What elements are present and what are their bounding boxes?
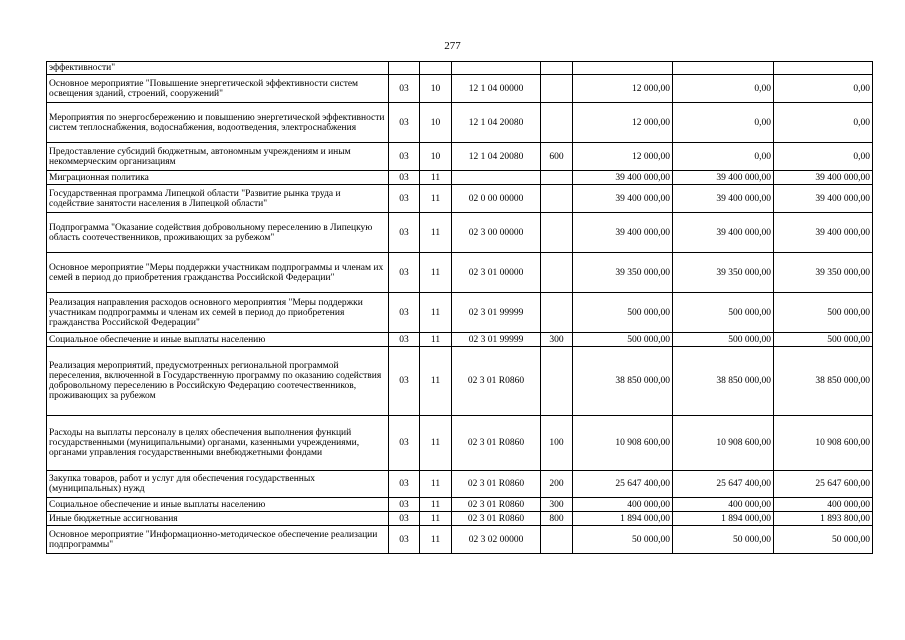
section-code: 03	[389, 143, 420, 171]
target-article: 02 0 00 00000	[452, 185, 541, 213]
subsection-code: 10	[420, 143, 452, 171]
section-code: 03	[389, 103, 420, 143]
expense-type	[541, 213, 573, 253]
row-name: Государственная программа Липецкой области "Развитие рынка труда и содействие занятости населения в Липецкой области"	[47, 185, 389, 213]
amount-year-1: 1 894 000,00	[573, 512, 673, 526]
expense-type	[541, 347, 573, 416]
amount-year-2: 400 000,00	[673, 498, 774, 512]
page-number: 277	[444, 40, 461, 52]
amount-year-1: 39 400 000,00	[573, 185, 673, 213]
table-row	[47, 75, 873, 103]
section-code: 03	[389, 75, 420, 103]
target-article: 02 3 02 00000	[452, 526, 541, 554]
budget-table-body	[47, 62, 873, 554]
row-name: эффективности"	[47, 62, 389, 75]
row-name: Закупка товаров, работ и услуг для обеспечения государственных (муниципальных) нужд	[47, 471, 389, 498]
amount-year-3: 39 400 000,00	[774, 213, 873, 253]
amount-year-2: 39 400 000,00	[673, 171, 774, 185]
budget-table	[46, 61, 873, 554]
table-row	[47, 293, 873, 333]
subsection-code: 11	[420, 471, 452, 498]
subsection-code: 10	[420, 75, 452, 103]
target-article: 02 3 01 R0860	[452, 416, 541, 471]
amount-year-2: 10 908 600,00	[673, 416, 774, 471]
amount-year-2: 39 400 000,00	[673, 213, 774, 253]
amount-year-2: 50 000,00	[673, 526, 774, 554]
expense-type	[541, 526, 573, 554]
expense-type	[541, 253, 573, 293]
section-code: 03	[389, 333, 420, 347]
table-row	[47, 526, 873, 554]
row-name: Мероприятия по энергосбережению и повышению энергетической эффективности систем теплоснабжения, водоснабжения, водоотведения, электроснабжения	[47, 103, 389, 143]
amount-year-1: 400 000,00	[573, 498, 673, 512]
amount-year-3: 10 908 600,00	[774, 416, 873, 471]
amount-year-2: 25 647 400,00	[673, 471, 774, 498]
amount-year-1: 25 647 400,00	[573, 471, 673, 498]
row-name: Подпрограмма "Оказание содействия добровольному переселению в Липецкую область соотечественников, проживающих за рубежом"	[47, 213, 389, 253]
row-name: Социальное обеспечение и иные выплаты населению	[47, 498, 389, 512]
amount-year-1: 12 000,00	[573, 75, 673, 103]
table-row	[47, 498, 873, 512]
expense-type	[541, 75, 573, 103]
subsection-code: 11	[420, 416, 452, 471]
table-row	[47, 213, 873, 253]
amount-year-3: 39 400 000,00	[774, 171, 873, 185]
expense-type: 300	[541, 333, 573, 347]
table-row	[47, 103, 873, 143]
table-row	[47, 253, 873, 293]
subsection-code: 11	[420, 512, 452, 526]
amount-year-3	[774, 62, 873, 75]
subsection-code: 11	[420, 293, 452, 333]
amount-year-3: 500 000,00	[774, 293, 873, 333]
table-row	[47, 185, 873, 213]
row-name: Миграционная политика	[47, 171, 389, 185]
row-name: Реализация направления расходов основного мероприятия "Меры поддержки участникам подпрограммы и членам их семей в период до приобретения гражданства Российской Федерации"	[47, 293, 389, 333]
row-name: Социальное обеспечение и иные выплаты населению	[47, 333, 389, 347]
section-code: 03	[389, 471, 420, 498]
amount-year-3: 1 893 800,00	[774, 512, 873, 526]
subsection-code: 11	[420, 498, 452, 512]
amount-year-3: 0,00	[774, 143, 873, 171]
subsection-code: 11	[420, 347, 452, 416]
subsection-code	[420, 62, 452, 75]
amount-year-2: 0,00	[673, 103, 774, 143]
amount-year-3: 0,00	[774, 103, 873, 143]
amount-year-3: 39 350 000,00	[774, 253, 873, 293]
section-code: 03	[389, 293, 420, 333]
target-article: 02 3 00 00000	[452, 213, 541, 253]
table-row	[47, 62, 873, 75]
expense-type	[541, 293, 573, 333]
row-name: Реализация мероприятий, предусмотренных региональной программой переселения, включенной в Государственную программу по оказанию содействия добровольному переселению в Российскую Федерацию соотечественников, проживающих за рубежом	[47, 347, 389, 416]
amount-year-1	[573, 62, 673, 75]
table-row	[47, 347, 873, 416]
amount-year-1: 50 000,00	[573, 526, 673, 554]
amount-year-1: 39 350 000,00	[573, 253, 673, 293]
amount-year-1: 39 400 000,00	[573, 171, 673, 185]
amount-year-2: 39 400 000,00	[673, 185, 774, 213]
amount-year-1: 500 000,00	[573, 333, 673, 347]
section-code: 03	[389, 347, 420, 416]
row-name: Основное мероприятие "Повышение энергетической эффективности систем освещения зданий, строений, сооружений"	[47, 75, 389, 103]
target-article: 02 3 01 00000	[452, 253, 541, 293]
amount-year-2: 1 894 000,00	[673, 512, 774, 526]
table-row	[47, 171, 873, 185]
amount-year-2	[673, 62, 774, 75]
amount-year-2: 38 850 000,00	[673, 347, 774, 416]
amount-year-1: 38 850 000,00	[573, 347, 673, 416]
table-row	[47, 471, 873, 498]
subsection-code: 11	[420, 171, 452, 185]
section-code: 03	[389, 512, 420, 526]
expense-type: 100	[541, 416, 573, 471]
row-name: Основное мероприятие "Меры поддержки участникам подпрограммы и членам их семей в период до приобретения гражданства Российской Федерации"	[47, 253, 389, 293]
amount-year-3: 400 000,00	[774, 498, 873, 512]
expense-type	[541, 103, 573, 143]
target-article	[452, 171, 541, 185]
expense-type: 200	[541, 471, 573, 498]
table-row	[47, 143, 873, 171]
amount-year-1: 500 000,00	[573, 293, 673, 333]
expense-type	[541, 62, 573, 75]
expense-type	[541, 171, 573, 185]
target-article: 02 3 01 R0860	[452, 347, 541, 416]
section-code: 03	[389, 185, 420, 213]
amount-year-3: 39 400 000,00	[774, 185, 873, 213]
section-code: 03	[389, 213, 420, 253]
amount-year-2: 0,00	[673, 143, 774, 171]
expense-type	[541, 185, 573, 213]
target-article: 02 3 01 R0860	[452, 512, 541, 526]
amount-year-1: 39 400 000,00	[573, 213, 673, 253]
amount-year-1: 10 908 600,00	[573, 416, 673, 471]
amount-year-3: 25 647 600,00	[774, 471, 873, 498]
table-row	[47, 512, 873, 526]
target-article	[452, 62, 541, 75]
section-code	[389, 62, 420, 75]
expense-type: 800	[541, 512, 573, 526]
amount-year-1: 12 000,00	[573, 143, 673, 171]
expense-type: 300	[541, 498, 573, 512]
target-article: 02 3 01 99999	[452, 293, 541, 333]
expense-type: 600	[541, 143, 573, 171]
subsection-code: 11	[420, 253, 452, 293]
section-code: 03	[389, 416, 420, 471]
subsection-code: 10	[420, 103, 452, 143]
amount-year-3: 50 000,00	[774, 526, 873, 554]
amount-year-3: 0,00	[774, 75, 873, 103]
section-code: 03	[389, 171, 420, 185]
amount-year-2: 500 000,00	[673, 333, 774, 347]
section-code: 03	[389, 253, 420, 293]
table-row	[47, 416, 873, 471]
target-article: 12 1 04 20080	[452, 143, 541, 171]
target-article: 02 3 01 R0860	[452, 498, 541, 512]
target-article: 12 1 04 00000	[452, 75, 541, 103]
row-name: Расходы на выплаты персоналу в целях обеспечения выполнения функций государственными (муниципальными) органами, казенными учреждениями, органами управления государственными внебюджетными фондами	[47, 416, 389, 471]
target-article: 02 3 01 99999	[452, 333, 541, 347]
row-name: Иные бюджетные ассигнования	[47, 512, 389, 526]
subsection-code: 11	[420, 185, 452, 213]
section-code: 03	[389, 526, 420, 554]
amount-year-2: 500 000,00	[673, 293, 774, 333]
row-name: Основное мероприятие "Информационно-методическое обеспечение реализации подпрограммы"	[47, 526, 389, 554]
target-article: 12 1 04 20080	[452, 103, 541, 143]
amount-year-3: 38 850 000,00	[774, 347, 873, 416]
amount-year-1: 12 000,00	[573, 103, 673, 143]
amount-year-2: 39 350 000,00	[673, 253, 774, 293]
table-row	[47, 333, 873, 347]
target-article: 02 3 01 R0860	[452, 471, 541, 498]
amount-year-3: 500 000,00	[774, 333, 873, 347]
subsection-code: 11	[420, 213, 452, 253]
subsection-code: 11	[420, 333, 452, 347]
amount-year-2: 0,00	[673, 75, 774, 103]
subsection-code: 11	[420, 526, 452, 554]
row-name: Предоставление субсидий бюджетным, автономным учреждениям и иным некоммерческим организациям	[47, 143, 389, 171]
section-code: 03	[389, 498, 420, 512]
